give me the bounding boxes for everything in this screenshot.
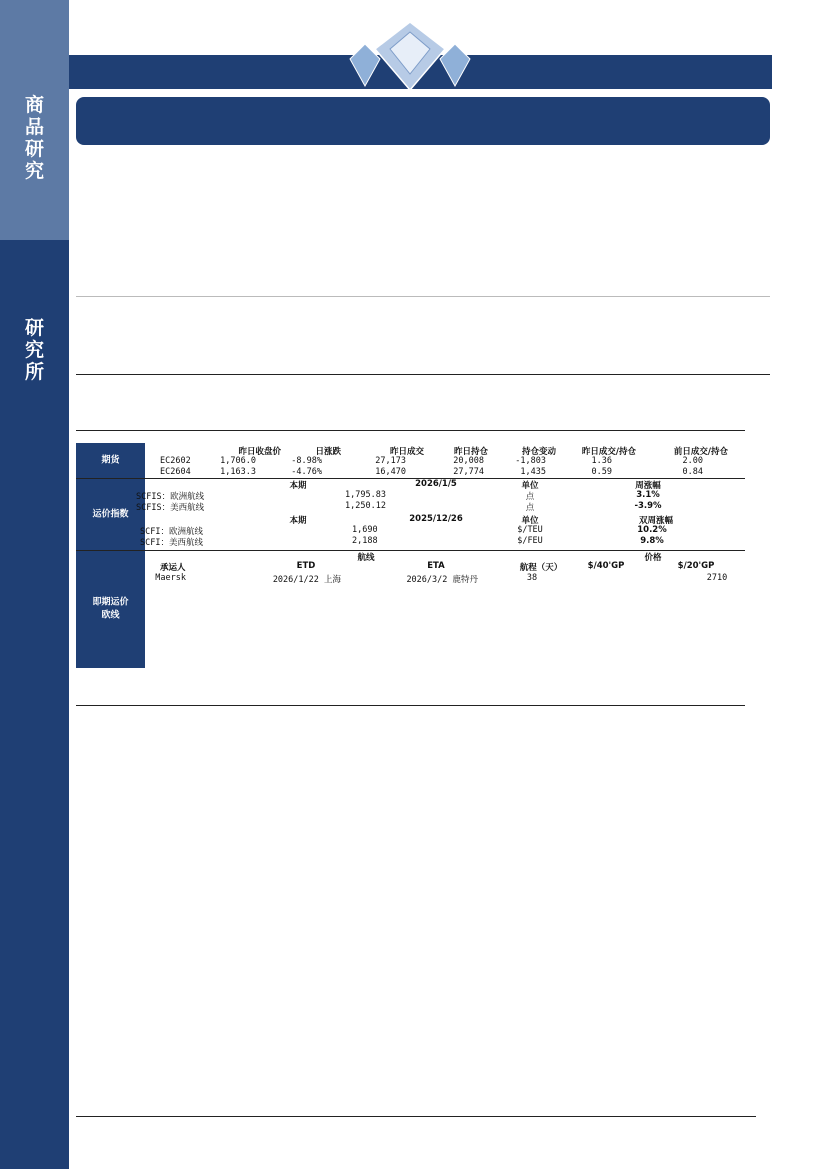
column-header: $/40'GP <box>587 561 625 571</box>
table-cell: 1,435 <box>520 467 546 477</box>
column-header: 昨日收盘价 <box>238 447 281 457</box>
carrier-name: Maersk <box>155 573 186 583</box>
index-name: SCFI：欧洲航线 <box>140 527 203 537</box>
column-header: $/20'GP <box>677 561 715 571</box>
table-cell: 9.8% <box>640 536 664 546</box>
table-cell: 0.59 <box>591 467 612 477</box>
table-cell: 27,173 <box>375 456 406 466</box>
table-cell: $/FEU <box>517 536 543 546</box>
table-cell: 1.36 <box>591 456 612 466</box>
table-cell: -1,803 <box>515 456 546 466</box>
column-header: 前日成交/持仓 <box>673 447 728 457</box>
footer-rule <box>76 1116 756 1117</box>
table-cell: 38 <box>526 573 538 583</box>
column-header: 2026/1/5 <box>415 479 457 489</box>
table-cell: 2026/1/22 上海 <box>272 575 341 585</box>
column-header: 周涨幅 <box>635 481 661 491</box>
table-cell: 1,706.0 <box>220 456 256 466</box>
column-header: 航线 <box>357 553 375 563</box>
table-cell: 0.84 <box>682 467 703 477</box>
column-header: 2025/12/26 <box>409 514 463 524</box>
table-cell: 2710 <box>706 573 728 583</box>
column-header: 昨日持仓 <box>453 447 488 457</box>
column-header: 昨日成交 <box>389 447 424 457</box>
index-name: SCFI：美西航线 <box>140 538 203 548</box>
table-cell: $/TEU <box>517 525 543 535</box>
table-cell: 1,795.83 <box>345 490 386 500</box>
sidebar-label-commodity: 商 品 研 究 <box>24 94 44 182</box>
table-cell: 10.2% <box>637 525 667 535</box>
table-cell: 2026/3/2 鹿特丹 <box>406 575 478 585</box>
column-header: 航程（天） <box>519 563 563 573</box>
date-banner <box>76 97 770 145</box>
table-cell: 27,774 <box>453 467 484 477</box>
table-cell: 20,008 <box>453 456 484 466</box>
table-cell: 16,470 <box>375 467 406 477</box>
column-header: 承运人 <box>160 563 186 573</box>
sidebar <box>0 0 69 1169</box>
table-cell: 1,690 <box>352 525 378 535</box>
table-band-label: 即期运价 欧线 <box>76 551 145 668</box>
contract-code: EC2602 <box>160 456 191 466</box>
column-header: 昨日成交/持仓 <box>581 447 636 457</box>
table-cell: 点 <box>525 492 535 502</box>
table-cell: 1,250.12 <box>345 501 386 511</box>
table-cell: -4.76% <box>291 467 322 477</box>
index-name: SCFIS：欧洲航线 <box>136 492 205 502</box>
column-header: ETA <box>427 561 445 571</box>
column-header: ETD <box>296 561 316 571</box>
divider <box>76 296 770 297</box>
table-cell: 点 <box>525 503 535 513</box>
sidebar-label-institute: 研 究 所 <box>24 317 44 383</box>
table-band-label: 期货 <box>76 443 145 478</box>
table-cell: -8.98% <box>291 456 322 466</box>
table-cell: 1,163.3 <box>220 467 256 477</box>
table-cell: 3.1% <box>636 490 660 500</box>
contract-code: EC2604 <box>160 467 191 477</box>
index-name: SCFIS：美西航线 <box>136 503 205 513</box>
table-rule-bottom <box>76 705 745 706</box>
column-header: 本期 <box>289 516 307 526</box>
table-rule-top <box>76 430 745 431</box>
diamond-logo-icon <box>320 14 500 94</box>
table-cell: -3.9% <box>634 501 662 511</box>
column-header: 双周涨幅 <box>638 516 673 526</box>
divider <box>76 374 770 375</box>
table-cell: 2,188 <box>352 536 378 546</box>
column-header: 持仓变动 <box>521 447 556 457</box>
column-header: 单位 <box>521 481 539 491</box>
column-header: 单位 <box>521 516 539 526</box>
table-cell: 2.00 <box>682 456 703 466</box>
column-header: 日涨跌 <box>315 447 341 457</box>
column-header: 本期 <box>289 481 307 491</box>
column-header: 价格 <box>644 553 662 563</box>
table-band-label: 运价指数 <box>76 479 145 550</box>
